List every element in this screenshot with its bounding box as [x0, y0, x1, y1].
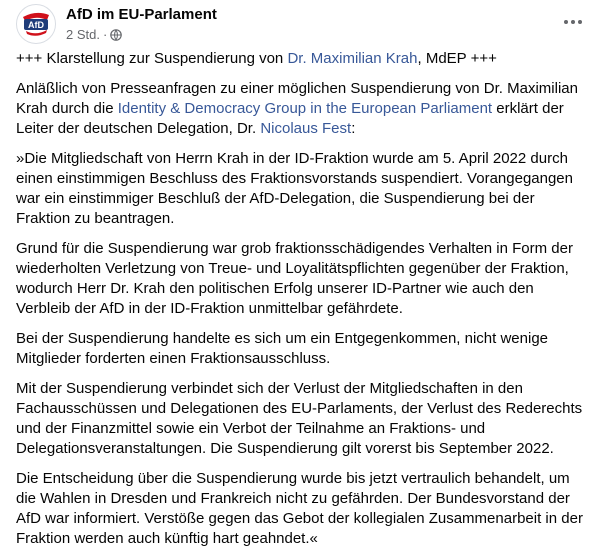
post-header — [16, 4, 587, 44]
post-paragraph-7: Die Entscheidung über die Suspendierung wurde bis jetzt vertraulich behandelt, um die Wahlen in Dresden und Frankreich nicht zu gefährden. Der Bundesvorstand der AfD war informiert. Verstöße gegen das Gebot der kollegialen Zusammenarbeit in der Fraktion werden auch künftig hart geahndet.« — [16, 470, 583, 547]
page-name-link[interactable]: AfD im EU-Parlament — [66, 6, 217, 23]
post-body — [16, 49, 589, 559]
post-paragraph-5: Bei der Suspendierung handelte es sich um ein Entgegenkommen, nicht wenige Mitglieder forderten einen Fraktionsausschluss. — [16, 330, 549, 367]
post-paragraph-intro — [16, 79, 589, 139]
post-paragraph-4: Grund für die Suspendierung war grob fraktionsschädigendes Verhalten in Form der wiederholten Verletzung von Treue- und Loyalitätspflichten gegenüber der Fraktion, wodurch Herr Dr. Krah den politischen Erfolg unserer ID-Partner wie auch den Verbleib der AfD in der ID-Fraktion unmittelbar gefährdete. — [16, 240, 573, 317]
meta-separator: · — [102, 27, 108, 42]
text-fragment: Anläßlich von Presseanfragen zu einer möglichen Suspendierung von Dr. Maximilian Krah durch die — [16, 80, 578, 117]
post-paragraph-headline — [16, 49, 589, 69]
mention-id-group-link[interactable]: Identity & Democracy Group in the European Parliament — [117, 100, 493, 117]
mention-nicolaus-fest-link[interactable]: Nicolaus Fest — [260, 120, 352, 137]
text-fragment: , MdEP +++ — [417, 50, 497, 67]
more-options-icon — [563, 19, 583, 25]
avatar-logo-text: AfD — [28, 20, 44, 30]
page-avatar[interactable] — [16, 4, 56, 44]
text-fragment: : — [351, 120, 356, 137]
post-meta — [66, 27, 122, 42]
mention-maximilian-krah-link[interactable]: Dr. Maximilian Krah — [287, 50, 418, 67]
post-paragraph-6: Mit der Suspendierung verbindet sich der Verlust der Mitgliedschaften in den Fachausschüssen und Delegationen des EU-Parlaments, der Verlust des Rederechts und der Finanzmittel sowie ein Verbot der Teilnahme an Fraktions- und Delegationsveranstaltungen. Die Suspendierung gilt vorerst bis September 2022. — [16, 380, 583, 457]
text-fragment: erklärt der Leiter der deutschen Delegation, Dr. — [16, 100, 564, 137]
post-timestamp[interactable]: 2 Std. — [66, 27, 100, 42]
afd-logo-icon — [17, 5, 55, 43]
globe-icon[interactable] — [110, 29, 122, 41]
more-options-button[interactable] — [559, 10, 587, 34]
text-fragment: +++ Klarstellung zur Suspendierung von — [16, 50, 288, 67]
post-paragraph-3: »Die Mitgliedschaft von Herrn Krah in der ID-Fraktion wurde am 5. April 2022 durch einen einstimmigen Beschluss des Fraktionsvorstands suspendiert. Vorangegangen war ein einstimmiger Beschluß der AfD-Delegation, die Suspendierung bei der Fraktion zu beantragen. — [16, 150, 573, 227]
